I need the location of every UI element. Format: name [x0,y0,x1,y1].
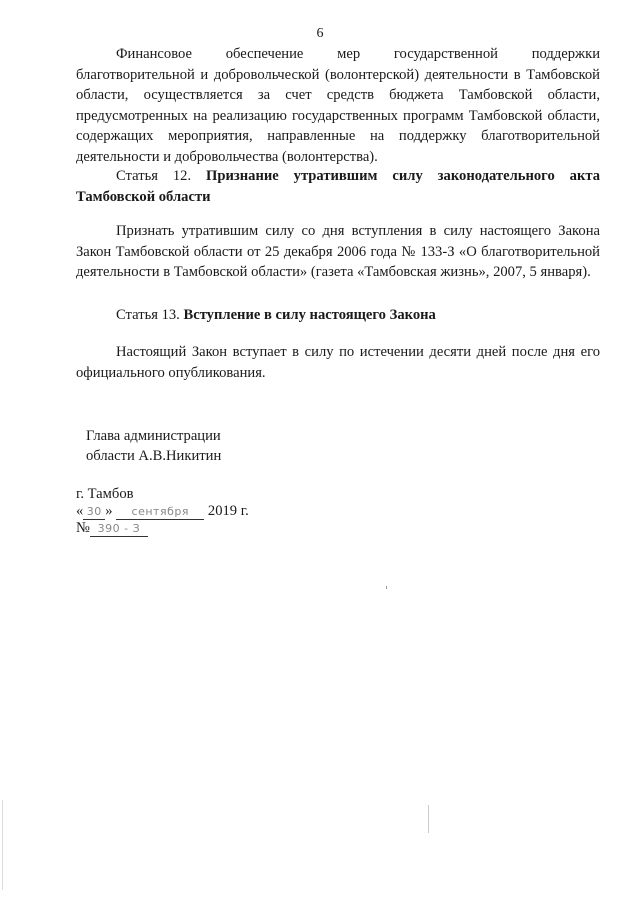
scan-edge-mark [2,800,3,890]
number-prefix: № [76,520,90,536]
article-12-heading [76,166,600,207]
signature-line-1: Глава администрации [86,428,221,444]
article-13-title: Вступление в силу настоящего Закона [183,307,436,323]
article-12-body: Признать утратившим силу со дня вступления в силу настоящего Закона Закон Тамбовской области от 25 декабря 2006 года № 133-З «О благотворительной деятельности в Тамбовской области» (газета «Тамбовская жизнь», 2007, 5 января). [76,223,600,281]
article-13-prefix: Статья 13. [116,307,184,323]
signature-line-2: области А.В.Никитин [86,448,222,464]
article-12-title: Признание утратившим силу законодательного акта Тамбовской области [76,168,600,205]
financing-paragraph: Финансовое обеспечение мер государственной поддержки благотворительной и добровольческой (волонтерской) деятельности в Тамбовской области, осуществляется за счет средств бюджета Тамбовской области, предусмотренных на реализацию государственных программ Тамбовской области, содержащих мероприятия, направленные на поддержку благотворительной деятельности и добровольчества (волонтерства). [76,46,600,165]
date-year: 2019 г. [207,503,249,519]
date-quote-close: » [105,503,113,519]
scan-speck [428,805,429,833]
place-number [76,518,148,538]
article-13-heading [76,305,600,326]
page-number: 6 [316,26,324,41]
place-city: г. Тамбов [76,486,134,502]
law-number: 390 - З [90,522,148,537]
date-day: 30 [83,505,105,520]
date-month: сентября [116,505,204,520]
date-quote-open: « [76,503,84,519]
article-12-prefix: Статья 12. [116,168,207,184]
article-13-body: Настоящий Закон вступает в силу по истечении десяти дней после дня его официального опубликования. [76,344,600,381]
scan-speck [386,586,387,589]
